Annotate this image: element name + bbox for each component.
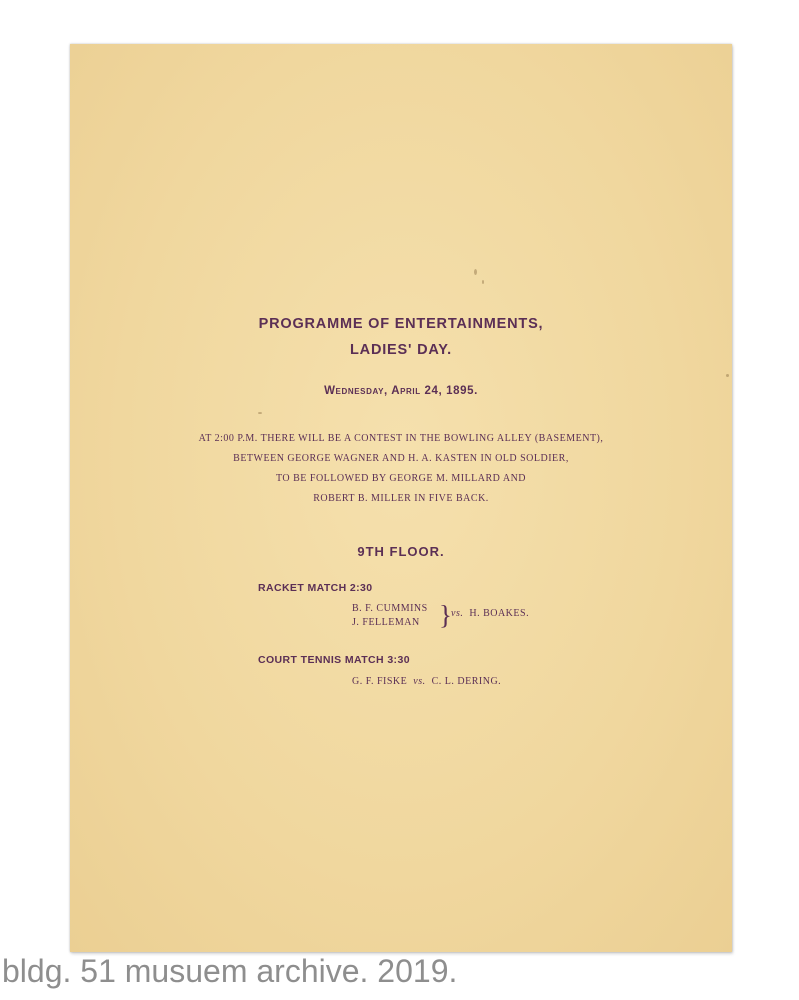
racket-player: B. F. CUMMINS xyxy=(352,603,428,614)
announcement-line: ROBERT B. MILLER IN FIVE BACK. xyxy=(313,493,489,504)
brace-icon: } xyxy=(439,600,452,630)
programme-subtitle: LADIES' DAY. xyxy=(350,342,452,358)
announcement-line: TO BE FOLLOWED BY GEORGE M. MILLARD AND xyxy=(275,473,527,484)
racket-match-label: RACKET MATCH 2:30 xyxy=(258,582,373,594)
programme-title: PROGRAMME OF ENTERTAINMENTS, xyxy=(258,316,544,332)
announcement-line: AT 2:00 P.M. THERE WILL BE A CONTEST IN THE BOWLING ALLEY (BASEMENT), xyxy=(198,433,604,444)
programme-card xyxy=(70,44,732,952)
floor-heading: 9TH FLOOR. xyxy=(357,544,445,559)
paper-stain xyxy=(258,412,262,414)
court-tennis-players xyxy=(352,676,501,687)
racket-opponent-line xyxy=(451,608,529,619)
announcement xyxy=(70,429,732,509)
paper-stain xyxy=(482,280,484,284)
tennis-player-1: G. F. FISKE xyxy=(352,676,408,687)
archive-caption: bldg. 51 musuem archive. 2019. xyxy=(2,953,458,989)
paper-stain xyxy=(474,269,477,275)
announcement-line: BETWEEN GEORGE WAGNER AND H. A. KASTEN IN OLD SOLDIER, xyxy=(233,453,569,464)
vs-label: vs. xyxy=(413,676,426,687)
programme-date: Wednesday, April 24, 1895. xyxy=(324,385,478,397)
vs-label: vs. xyxy=(451,608,464,619)
racket-players xyxy=(352,602,428,630)
tennis-player-2: C. L. DERING. xyxy=(431,676,502,687)
racket-opponent: H. BOAKES. xyxy=(469,608,530,619)
court-tennis-label: COURT TENNIS MATCH 3:30 xyxy=(258,654,410,666)
paper-stain xyxy=(726,374,729,377)
racket-player: J. FELLEMAN xyxy=(352,617,420,628)
